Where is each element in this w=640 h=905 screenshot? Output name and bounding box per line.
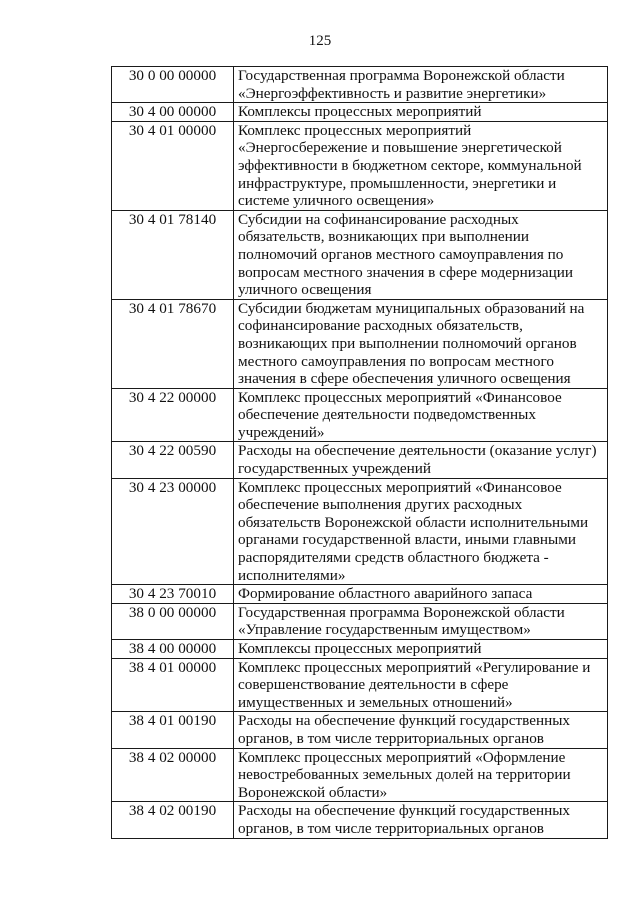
row-name: Комплекс процессных мероприятий «Оформление невостребованных земельных долей на территории Воронежской области» [234, 748, 608, 802]
row-code: 30 4 23 70010 [112, 585, 234, 604]
row-name: Комплексы процессных мероприятий [234, 640, 608, 659]
table-row [112, 388, 608, 442]
row-name: Комплексы процессных мероприятий [234, 103, 608, 122]
row-name: Комплекс процессных мероприятий «Энергосбережение и повышение энергетической эффективности в бюджетном секторе, коммунальной инфраструктуре, промышленности, энергетики и системе уличного освещения» [234, 121, 608, 210]
row-code: 38 4 01 00000 [112, 658, 234, 712]
row-name: Расходы на обеспечение функций государственных органов, в том числе территориальных органов [234, 712, 608, 748]
table-row [112, 299, 608, 388]
row-code: 30 4 23 00000 [112, 478, 234, 585]
table-row [112, 603, 608, 639]
table-row [112, 802, 608, 838]
row-name: Комплекс процессных мероприятий «Финансовое обеспечение выполнения других расходных обязательств Воронежской области исполнительными органами государственной власти, иными главными распорядителями средств областного бюджета - исполнителями» [234, 478, 608, 585]
table-row [112, 478, 608, 585]
row-code: 38 4 00 00000 [112, 640, 234, 659]
table-row [112, 748, 608, 802]
row-code: 38 4 02 00190 [112, 802, 234, 838]
page-number: 125 [308, 33, 332, 49]
row-code: 30 4 00 00000 [112, 103, 234, 122]
table-row [112, 658, 608, 712]
table-row [112, 67, 608, 103]
row-name: Государственная программа Воронежской области «Энергоэффективность и развитие энергетики» [234, 67, 608, 103]
row-name: Субсидии на софинансирование расходных обязательств, возникающих при выполнении полномочий органов местного самоуправления по вопросам местного значения в сфере модернизации уличного освещения [234, 210, 608, 299]
row-code: 30 4 01 00000 [112, 121, 234, 210]
table-row [112, 712, 608, 748]
row-name: Комплекс процессных мероприятий «Финансовое обеспечение деятельности подведомственных учреждений» [234, 388, 608, 442]
row-code: 30 4 22 00590 [112, 442, 234, 478]
row-code: 38 4 01 00190 [112, 712, 234, 748]
row-code: 30 4 01 78140 [112, 210, 234, 299]
table-row [112, 640, 608, 659]
table-row [112, 103, 608, 122]
row-code: 30 0 00 00000 [112, 67, 234, 103]
row-name: Государственная программа Воронежской области «Управление государственным имуществом» [234, 603, 608, 639]
row-code: 38 0 00 00000 [112, 603, 234, 639]
budget-classification-table [111, 66, 608, 839]
row-name: Субсидии бюджетам муниципальных образований на софинансирование расходных обязательств, возникающих при выполнении полномочий органов местного самоуправления по вопросам местного значения в сфере обеспечения уличного освещения [234, 299, 608, 388]
row-code: 30 4 22 00000 [112, 388, 234, 442]
table-row [112, 442, 608, 478]
row-name: Расходы на обеспечение функций государственных органов, в том числе территориальных органов [234, 802, 608, 838]
row-name: Формирование областного аварийного запаса [234, 585, 608, 604]
row-code: 38 4 02 00000 [112, 748, 234, 802]
table-row [112, 210, 608, 299]
table-row [112, 121, 608, 210]
row-code: 30 4 01 78670 [112, 299, 234, 388]
row-name: Комплекс процессных мероприятий «Регулирование и совершенствование деятельности в сфере имущественных и земельных отношений» [234, 658, 608, 712]
row-name: Расходы на обеспечение деятельности (оказание услуг) государственных учреждений [234, 442, 608, 478]
table-row [112, 585, 608, 604]
